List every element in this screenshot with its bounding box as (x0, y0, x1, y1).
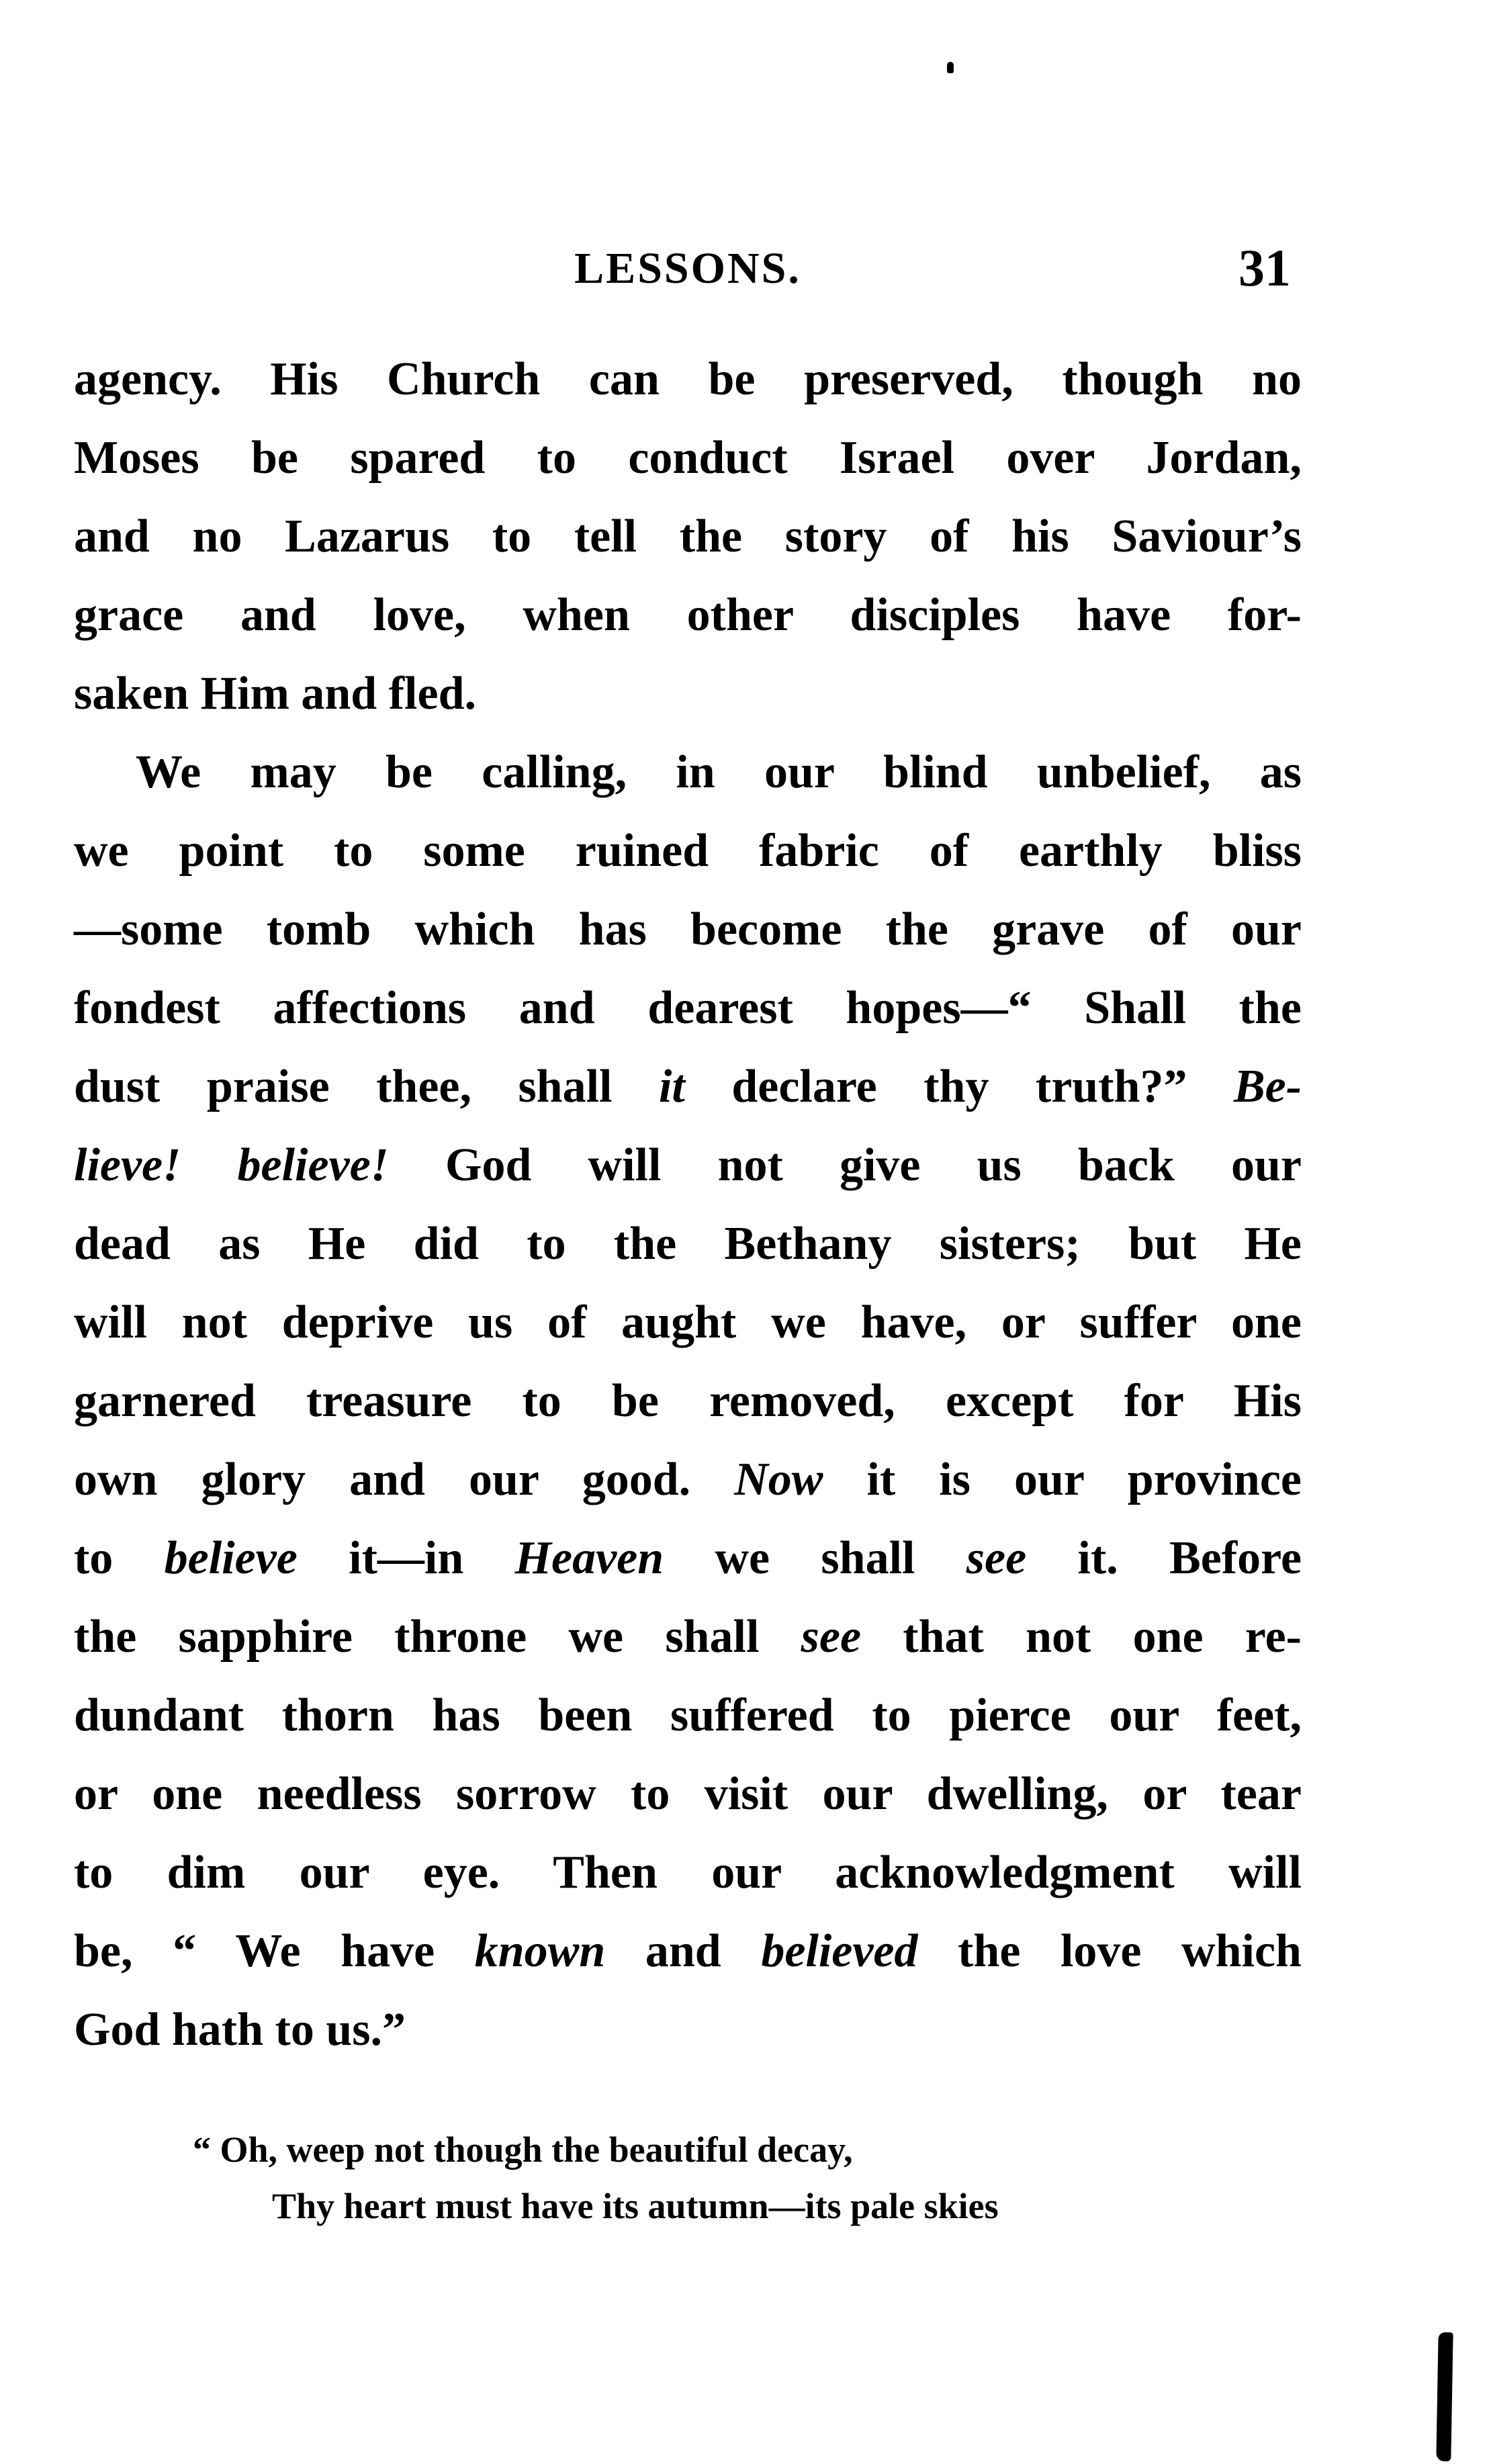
text-line: We may be calling, in our blind unbelief, as (136, 746, 1302, 798)
text-line: to believe it—in Heaven we shall see it. Before (74, 1532, 1302, 1584)
ink-smudge (1436, 2332, 1453, 2461)
text-line: saken Him and fled. (74, 668, 476, 719)
text-line: garnered treasure to be removed, except for His (74, 1375, 1302, 1427)
text-line: Moses be spared to conduct Israel over Jordan, (74, 432, 1302, 484)
text-line: agency. His Church can be preserved, though no (74, 353, 1302, 405)
text-line: and no Lazarus to tell the story of his Saviour’s (74, 511, 1302, 562)
text-line: we point to some ruined fabric of earthly bliss (74, 825, 1302, 877)
text-line: God hath to us.” (74, 2004, 406, 2056)
text-line: lieve! believe! God will not give us back our (74, 1139, 1302, 1191)
text-line: own glory and our good. Now it is our province (74, 1454, 1302, 1505)
text-line: fondest affections and dearest hopes—“ Shall the (74, 982, 1302, 1034)
text-line: the sapphire throne we shall see that not one re- (74, 1611, 1302, 1663)
poem-line: Thy heart must have its autumn—its pale skies (272, 2186, 999, 2226)
text-line: dust praise thee, shall it declare thy truth?” Be- (74, 1061, 1302, 1112)
text-line: dead as He did to the Bethany sisters; but He (74, 1218, 1302, 1270)
text-line: —some tomb which has become the grave of our (74, 904, 1302, 955)
running-title: LESSONS. (574, 244, 801, 293)
page-header (74, 238, 1302, 304)
poem-quote (193, 2121, 1335, 2234)
text-line: be, “ We have known and believed the love which (74, 1925, 1302, 1977)
text-line: or one needless sorrow to visit our dwelling, or tear (74, 1768, 1302, 1820)
text-line: will not deprive us of aught we have, or suffer one (74, 1296, 1302, 1348)
scan-speck (947, 62, 954, 73)
poem-line: “ Oh, weep not though the beautiful decay, (193, 2129, 853, 2170)
page-number: 31 (1238, 238, 1291, 297)
text-line: dundant thorn has been suffered to pierce our feet, (74, 1689, 1302, 1741)
text-line: grace and love, when other disciples have for- (74, 589, 1302, 641)
body-text (74, 340, 1302, 2069)
text-line: to dim our eye. Then our acknowledgment will (74, 1847, 1302, 1898)
